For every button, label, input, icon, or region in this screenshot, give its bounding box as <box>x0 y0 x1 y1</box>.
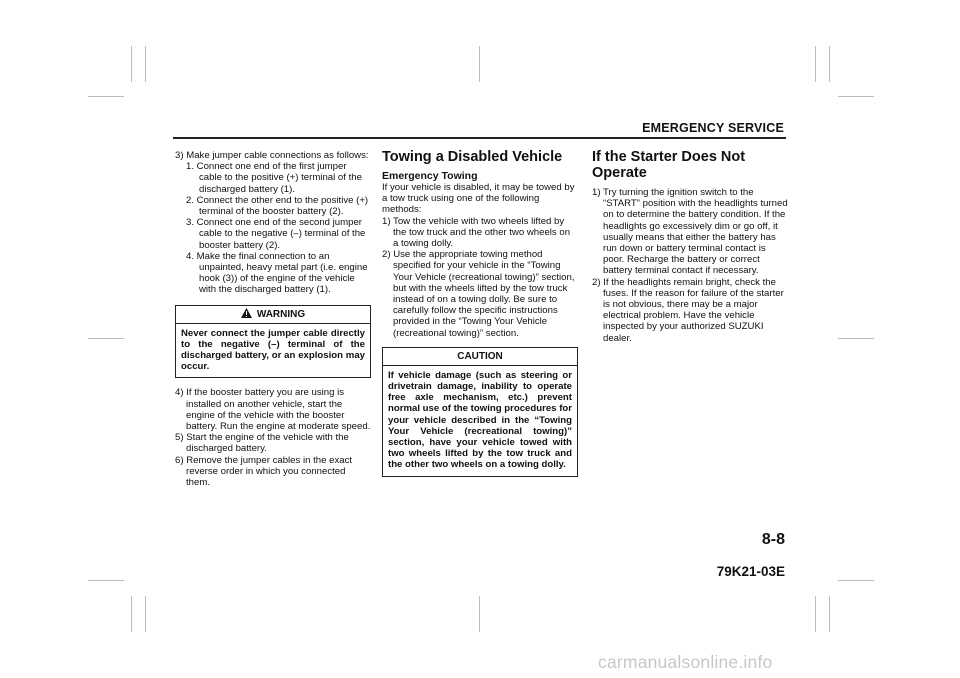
warning-text: Never connect the jumper cable directly to the negative (–) terminal of the discharged battery, or an explosion may occur. <box>181 327 365 373</box>
watermark: carmanualsonline.info <box>598 652 773 672</box>
substep-3: 3. Connect one end of the second jumper cable to the negative (–) terminal of the booster battery (2). <box>186 217 366 251</box>
substep-1: 1. Connect one end of the first jumper cable to the positive (+) terminal of the discharged battery (1). <box>186 161 362 195</box>
warning-title: WARNING <box>256 308 306 320</box>
column-2 <box>382 149 578 486</box>
towing-heading: Towing a Disabled Vehicle <box>382 149 563 165</box>
towing-method-1: 1) Tow the vehicle with two wheels lifted by the tow truck and the other two wheels on a towing dolly. <box>382 215 571 250</box>
caution-header: CAUTION <box>383 348 577 366</box>
substep-4: 4. Make the final connection to an unpainted, heavy metal part (i.e. engine hook (3)) of the engine of the vehicle with the discharged battery (1). <box>186 250 368 296</box>
caution-text: If vehicle damage (such as steering or drivetrain damage, inability to operate free axle mechanism, etc.) prevent normal use of the towing procedures for your vehicle described in the “Towing Your Vehicle (recreational towing)” section, have your vehicle towed with two wheels lifted by the tow truck and the other two wheels on a towing dolly. <box>388 369 572 471</box>
section-title: EMERGENCY SERVICE <box>642 121 784 135</box>
emergency-towing-subheading: Emergency Towing <box>382 170 478 182</box>
step-3-intro: 3) Make jumper cable connections as follows: <box>175 150 369 161</box>
towing-method-2: 2) Use the appropriate towing method specified for your vehicle in the “Towing Your Vehicle (recreational towing)” section, but with the wheels lifted by the tow truck instead of on a towing dolly. Be sure to carefully follow the specific instructions provided in the “Towing Your Vehicle (recreational towing)” section. <box>382 249 575 339</box>
substep-2: 2. Connect the other end to the positive (+) terminal of the booster battery (2). <box>186 194 369 218</box>
step-6: 6) Remove the jumper cables in the exact reverse order in which you connected them. <box>175 454 353 489</box>
column-3 <box>592 149 788 344</box>
page-number: 8-8 <box>761 531 785 548</box>
warning-box <box>175 305 371 379</box>
column-1 <box>175 150 371 488</box>
caution-box <box>382 347 578 477</box>
document-code: 79K21-03E <box>716 564 785 579</box>
starter-item-2: 2) If the headlights remain bright, check the fuses. If the reason for failure of the starter is not obvious, there may be a major electrical problem. Have the vehicle inspected by your authorized SUZUKI dealer. <box>592 276 784 344</box>
starter-item-1: 1) Try turning the ignition switch to the “START” position with the headlights turned on to determine the battery condition. If the headlights go excessively dim or go off, it usually means that either the battery has run down or battery terminal contact is poor. Recharge the battery or correct battery terminal contact if necessary. <box>592 187 788 277</box>
warning-header <box>176 306 370 324</box>
header-rule <box>173 137 786 139</box>
towing-intro: If your vehicle is disabled, it may be towed by a tow truck using one of the following methods: <box>382 182 575 216</box>
starter-heading: If the Starter Does Not Operate <box>592 149 746 181</box>
warning-triangle-icon <box>241 307 252 324</box>
step-5: 5) Start the engine of the vehicle with the discharged battery. <box>175 432 349 455</box>
step-4: 4) If the booster battery you are using is installed on another vehicle, start the engine of the vehicle with the booster battery. Run the engine at moderate speed. <box>175 387 371 433</box>
